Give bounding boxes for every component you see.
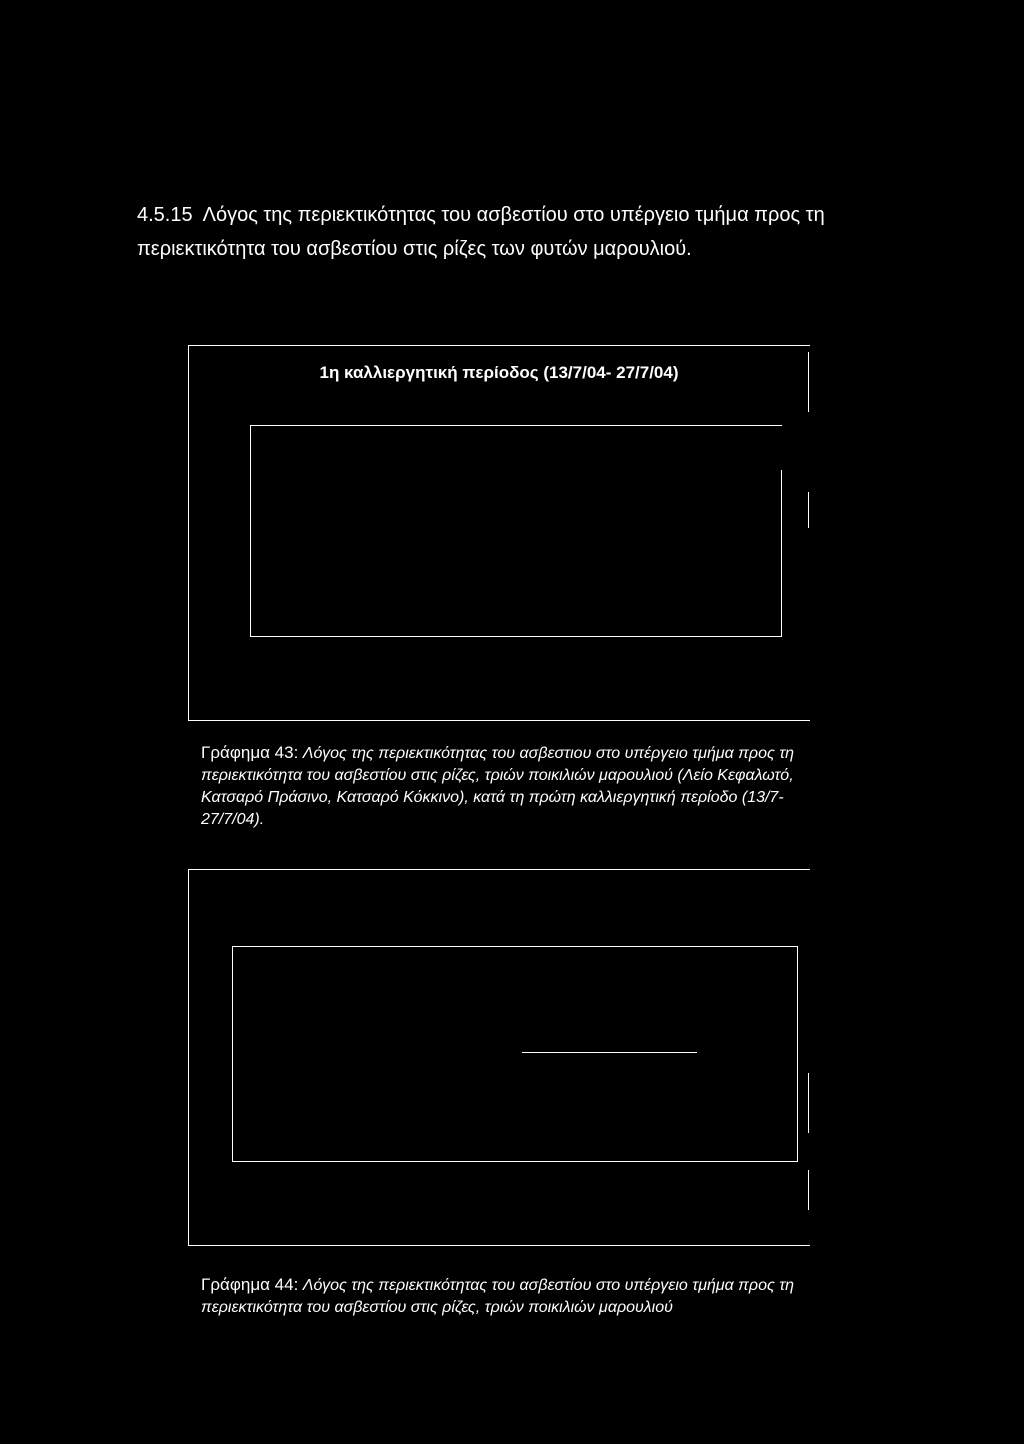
figure-43-label: Γράφημα 43:	[201, 743, 299, 762]
chart-2-outer-bottom	[188, 1245, 810, 1246]
figure-44-label: Γράφημα 44:	[201, 1275, 299, 1294]
chart-2-plot-top	[232, 946, 798, 947]
chart-1-plot-bottom	[250, 636, 782, 637]
chart-2-series-line	[522, 1052, 697, 1053]
chart-2-outer-left	[188, 869, 189, 1246]
chart-1-outer-right-tick	[808, 492, 809, 528]
chart-2-outer-right-tick2	[808, 1170, 809, 1210]
section-number: 4.5.15	[137, 204, 193, 226]
chart-1-plot-right	[781, 470, 782, 637]
chart-2-plot-right	[797, 946, 798, 1162]
figure-44-caption	[201, 1274, 851, 1319]
figure-43-text: Λόγος της περιεκτικότητας του ασβεστιου στο υπέργειο τμήμα προς τη περιεκτικότητα του ασβεστίου στις ρίζες, τριών ποικιλιών μαρουλιού (Λείο Κεφαλωτό, Κατσαρό Πράσινο, Κατσαρό Κόκκινο), κατά τη πρώτη καλλιεργητική περίοδο (13/7- 27/7/04).	[201, 745, 795, 828]
chart-1-outer-bottom	[188, 720, 810, 721]
chart-1-title: 1η καλλιεργητική περίοδος (13/7/04- 27/7/04)	[319, 363, 679, 382]
section-heading	[137, 198, 877, 266]
chart-1-outer-top	[188, 345, 810, 346]
section-title-line1: Λόγος της περιεκτικότητας του ασβεστίου στο υπέργειο τμήμα προς τη	[202, 204, 825, 226]
chart-1-outer-left	[188, 345, 189, 721]
chart-2-plot-left	[232, 946, 233, 1162]
chart-2-outer-top	[188, 869, 810, 870]
section-title-line2: περιεκτικότητα του ασβεστίου στις ρίζες των φυτών μαρουλιού.	[137, 238, 692, 260]
figure-43-caption	[201, 742, 851, 831]
chart-1-plot-top	[250, 425, 782, 426]
figure-44-text: Λόγος της περιεκτικότητας του ασβεστίου στο υπέργειο τμήμα προς τη περιεκτικότητα του ασβεστίου στις ρίζες, τριών ποικιλιών μαρουλιού	[201, 1277, 795, 1316]
chart-1-plot-left	[250, 425, 251, 637]
chart-2-outer-right-tick	[808, 1073, 809, 1133]
chart-2-plot-bottom	[232, 1161, 798, 1162]
